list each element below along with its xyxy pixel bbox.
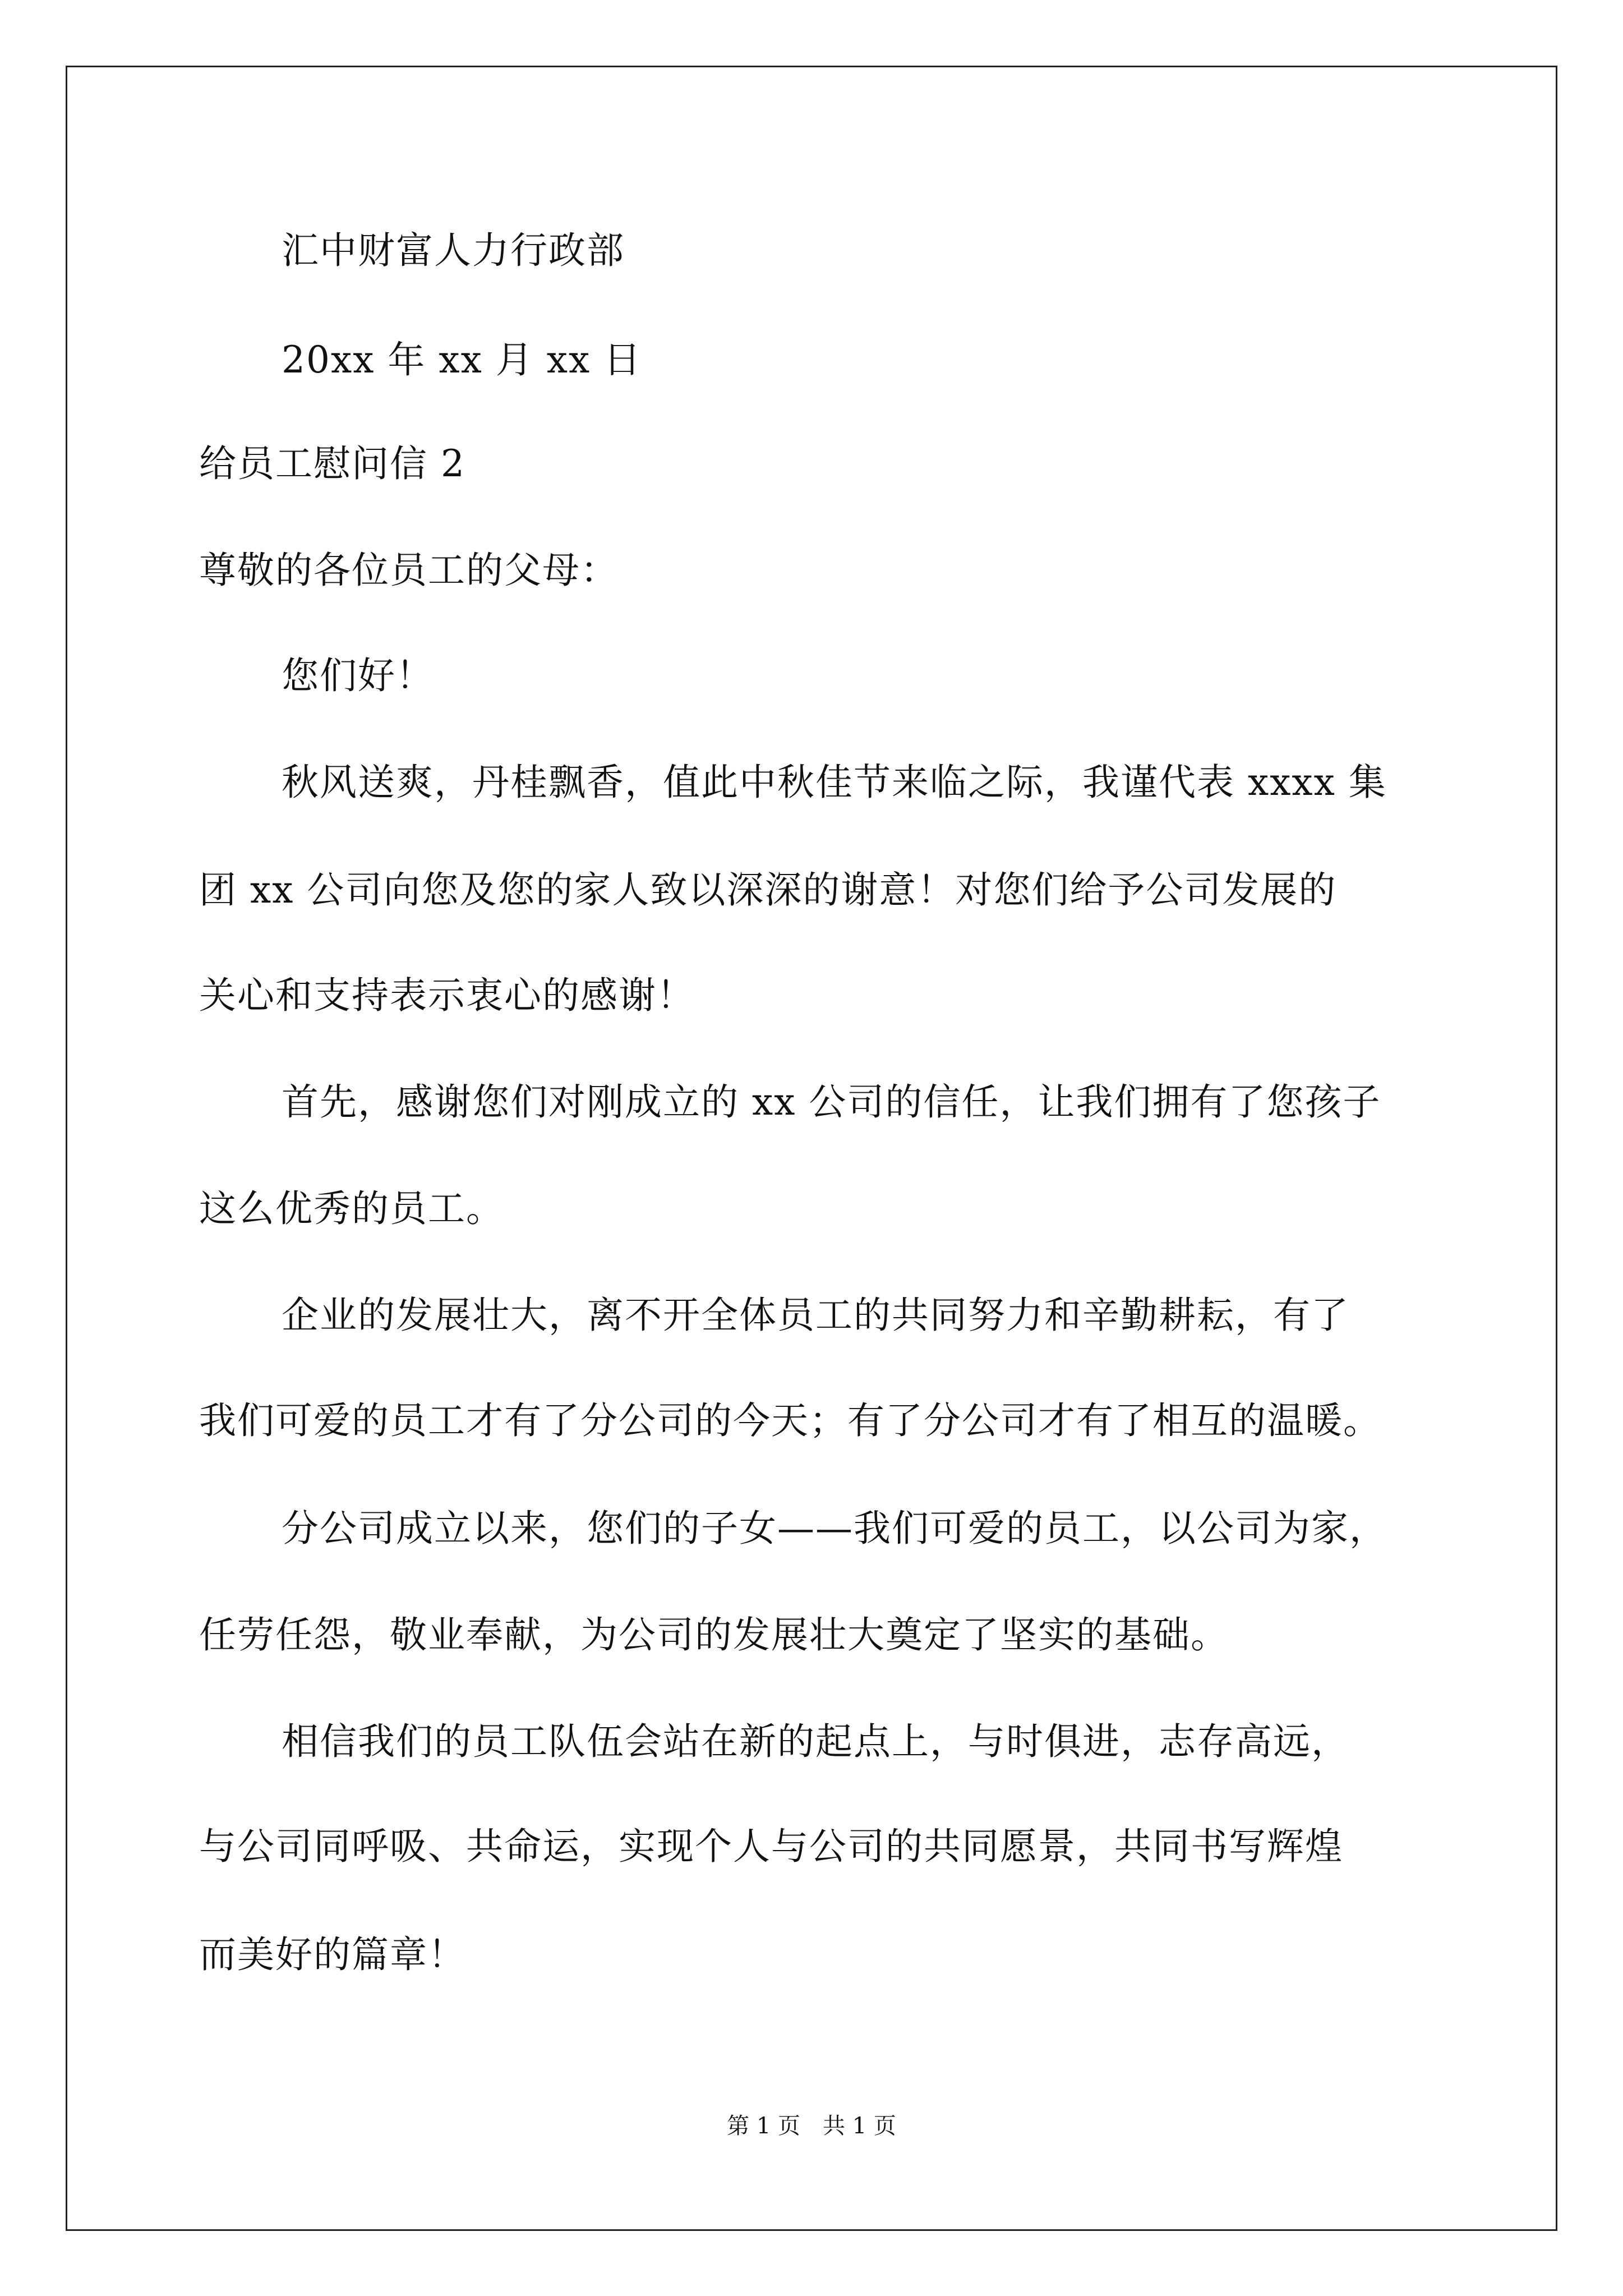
signature-department: 汇中财富人力行政部 [282, 229, 625, 272]
signature-date: 20xx 年 xx 月 xx 日 [282, 338, 642, 381]
page-number-footer: 第 1 页 共 1 页 [727, 2113, 896, 2139]
greeting: 您们好！ [282, 654, 434, 697]
paragraph-2-line-2: 这么优秀的员工。 [199, 1187, 504, 1230]
letter-title: 给员工慰问信 2 [199, 442, 465, 485]
paragraph-4-line-2: 任劳任怨，敬业奉献，为公司的发展壮大奠定了坚实的基础。 [199, 1613, 1229, 1657]
paragraph-3-line-2: 我们可爱的员工才有了分公司的今天；有了分公司才有了相互的温暖。 [199, 1399, 1381, 1442]
paragraph-1-line-3: 关心和支持表示衷心的感谢！ [199, 974, 695, 1017]
paragraph-1-line-2: 团 xx 公司向您及您的家人致以深深的谢意！对您们给予公司发展的 [199, 868, 1337, 912]
paragraph-2-line-1: 首先，感谢您们对刚成立的 xx 公司的信任，让我们拥有了您孩子 [282, 1080, 1381, 1124]
paragraph-5-line-1: 相信我们的员工队伍会站在新的起点上，与时俱进，志存高远， [282, 1720, 1349, 1763]
paragraph-1-line-1: 秋风送爽，丹桂飘香，值此中秋佳节来临之际，我谨代表 xxxx 集 [282, 761, 1387, 804]
page-border [66, 66, 1557, 2231]
paragraph-4-line-1: 分公司成立以来，您们的子女——我们可爱的员工，以公司为家， [282, 1507, 1387, 1550]
paragraph-5-line-2: 与公司同呼吸、共命运，实现个人与公司的共同愿景，共同书写辉煌 [199, 1825, 1343, 1868]
paragraph-3-line-1: 企业的发展壮大，离不开全体员工的共同努力和辛勤耕耘，有了 [282, 1294, 1349, 1337]
letter-salutation: 尊敬的各位员工的父母： [199, 549, 619, 592]
paragraph-5-line-3: 而美好的篇章！ [199, 1933, 466, 1976]
